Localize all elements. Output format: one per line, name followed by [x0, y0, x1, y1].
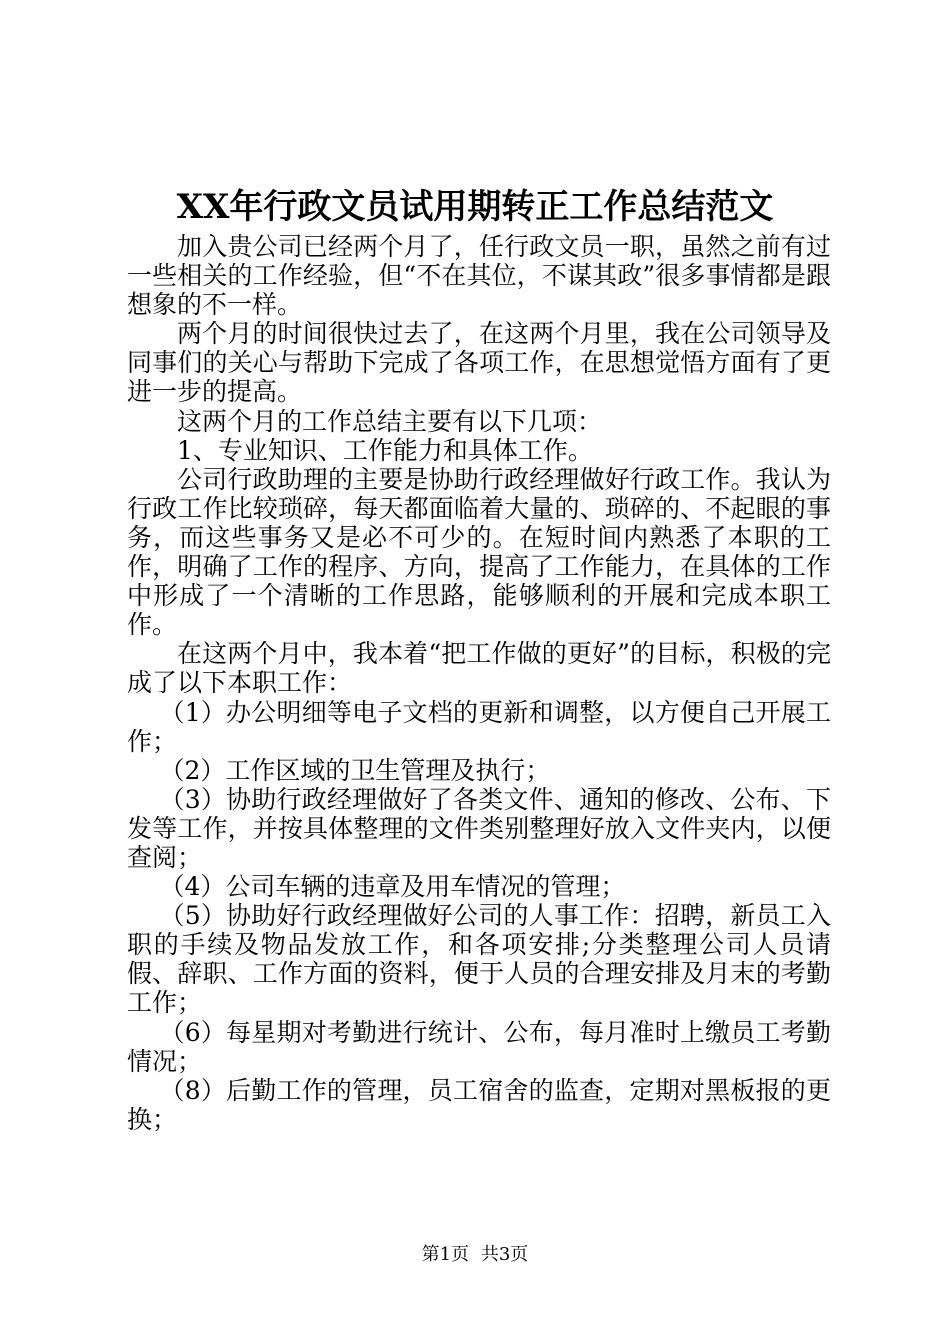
list-item: （2）工作区域的卫生管理及执行；: [159, 755, 551, 785]
paragraph: 这两个月的工作总结主要有以下几项：: [177, 406, 603, 436]
list-item: （5）协助好行政经理做好公司的人事工作：招聘，新员工入职的手续及物品发放工作，和各项安排;分类整理公司人员请假、辞职、工作方面的资料，便于人员的合理安排及月末的考勤工作；: [127, 901, 831, 1018]
list-item: （1）办公明细等电子文档的更新和调整，以方便自己开展工作；: [127, 697, 831, 756]
paragraph: 在这两个月中，我本着“把工作做的更好”的目标，积极的完成了以下本职工作：: [127, 639, 831, 698]
page-footer: [0, 1243, 950, 1267]
list-item: （6）每星期对考勤进行统计、公布，每月准时上缴员工考勤情况；: [127, 1017, 831, 1076]
page-total: 共3页: [480, 1244, 529, 1265]
paragraph: 两个月的时间很快过去了，在这两个月里，我在公司领导及同事们的关心与帮助下完成了各项工作，在思想觉悟方面有了更进一步的提高。: [127, 319, 831, 407]
paragraph: 公司行政助理的主要是协助行政经理做好行政工作。我认为行政工作比较琐碎，每天都面临着大量的、琐碎的、不起眼的事务，而这些事务又是必不可少的。在短时间内熟悉了本职的工作，明确了工作的程序、方向，提高了工作能力，在具体的工作中形成了一个清晰的工作思路，能够顺利的开展和完成本职工作。: [127, 464, 831, 640]
document-body: [127, 232, 831, 1134]
paragraph: 加入贵公司已经两个月了，任行政文员一职，虽然之前有过一些相关的工作经验，但“不在其位，不谋其政”很多事情都是跟想象的不一样。: [127, 232, 831, 320]
document-title: XX年行政文员试用期转正工作总结范文: [176, 187, 774, 227]
list-item: （8）后勤工作的管理，员工宿舍的监查，定期对黑板报的更换；: [127, 1075, 831, 1134]
page-number: 第1页: [421, 1244, 470, 1265]
section-heading: 1、专业知识、工作能力和具体工作。: [177, 435, 593, 465]
list-item: （4）公司车辆的违章及用车情况的管理；: [159, 872, 626, 902]
list-item: （3）协助行政经理做好了各类文件、通知的修改、公布、下发等工作，并按具体整理的文件类别整理好放入文件夹内，以便查阅；: [127, 784, 831, 872]
